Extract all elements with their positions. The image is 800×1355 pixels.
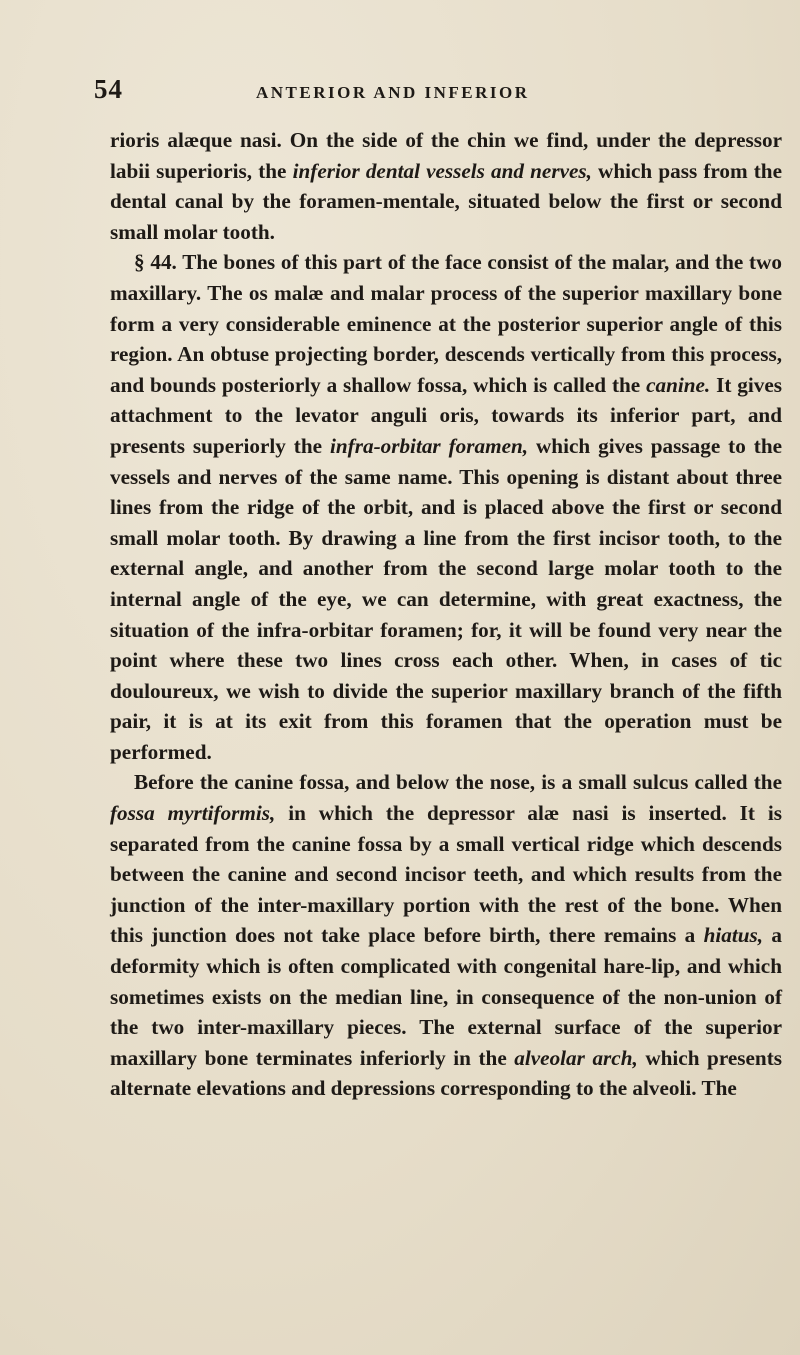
text-run: Before the canine fossa, and below the nose, is a small sulcus called the xyxy=(134,770,782,795)
italic-term: fossa myrtiformis, xyxy=(110,801,276,826)
text-run: which presents alternate elevations and depressions corresponding to the alveoli. The xyxy=(110,1045,782,1101)
italic-term: hiatus, xyxy=(703,923,764,948)
paragraph-fossa-myrtiformis xyxy=(110,767,782,1104)
italic-term: inferior dental vessels and nerves, xyxy=(292,158,592,183)
italic-term: alveolar arch, xyxy=(514,1045,638,1070)
text-run: rioris alæque nasi. On the side of the chin we find, under the depressor labii superioris, the xyxy=(110,128,782,183)
text-run: in which the depressor alæ nasi is inserted. It is separated from the canine fossa by a small vertical ridge which descends between the canine and second incisor teeth, and which results from the junction of the inter-maxillary portion with the rest of the bone. When this junction does not take place before birth, there remains a xyxy=(110,801,782,948)
text-run: It gives attachment to the levator anguli oris, towards its inferior part, and presents superiorly the xyxy=(110,372,782,458)
running-head: ANTERIOR AND INFERIOR xyxy=(256,83,530,102)
body-text xyxy=(110,125,782,1104)
paragraph-section-44 xyxy=(110,247,782,767)
text-run: § 44. The bones of this part of the face consist of the malar, and the two maxillary. The os malæ and malar process of the superior maxillary bone form a very considerable eminence at the posterior superior angle of this region. An obtuse projecting border, descends vertically from this process, and bounds posteriorly a shallow fossa, which is called the xyxy=(110,250,782,397)
text-run: which pass from the dental canal by the foramen-mentale, situated below the first or second small molar tooth. xyxy=(110,158,782,244)
page-number: 54 xyxy=(94,74,123,104)
page-header xyxy=(94,74,794,114)
italic-term: canine. xyxy=(646,372,711,397)
text-run: a deformity which is often complicated with congenital hare-lip, and which sometimes exists on the median line, in consequence of the non-union of the two inter-maxillary pieces. The external surface of the superior maxillary bone terminates inferiorly in the xyxy=(110,923,782,1070)
paragraph-continuation xyxy=(110,125,782,247)
italic-term: infra-orbitar foramen, xyxy=(330,433,529,458)
text-run: which gives passage to the vessels and nerves of the same name. This opening is distant about three lines from the ridge of the orbit, and is placed above the first or second small molar tooth. By drawing a line from the first incisor tooth, to the external angle, and another from the second large molar tooth to the internal angle of the eye, we can determine, with great exactness, the situation of the infra-orbitar foramen; for, it will be found very near the point where these two lines cross each other. When, in cases of tic douloureux, we wish to divide the superior maxillary branch of the fifth pair, it is at its exit from this foramen that the operation must be performed. xyxy=(110,433,783,764)
